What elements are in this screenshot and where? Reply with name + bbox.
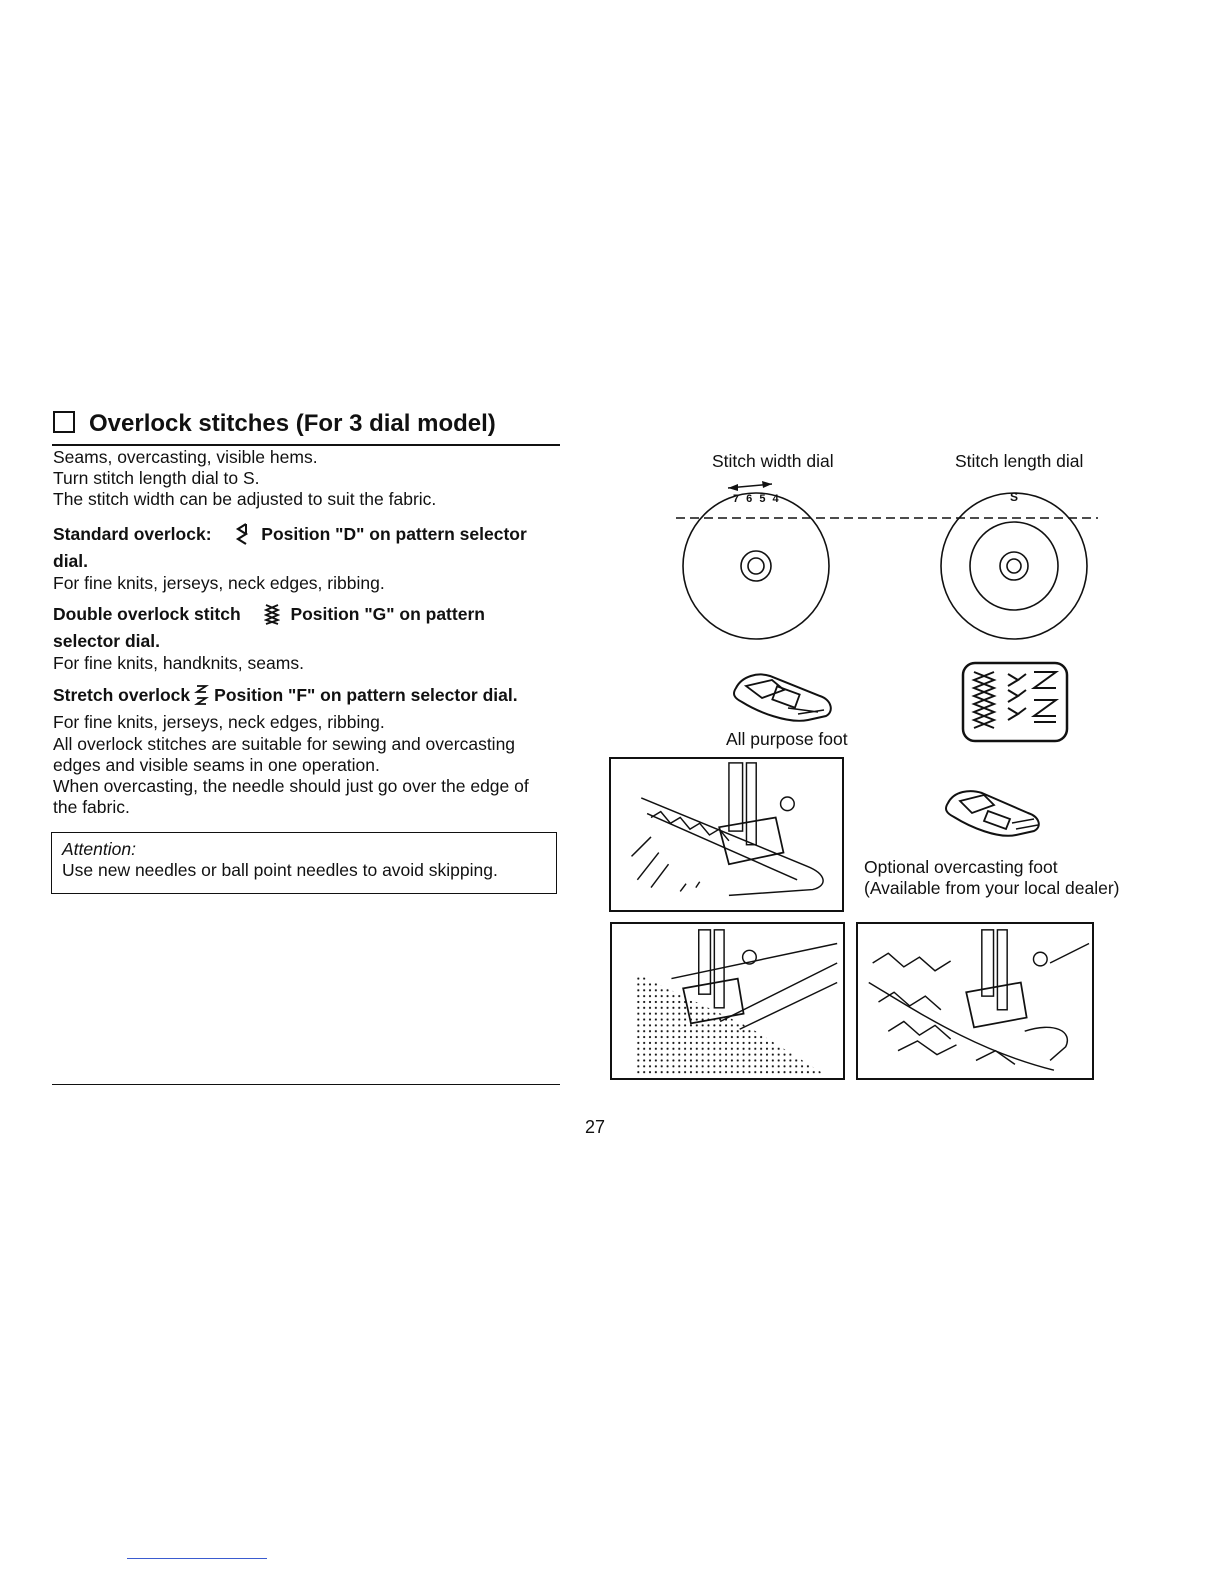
stretch-overlock-heading xyxy=(53,682,573,708)
overcasting-foot-icon xyxy=(940,785,1045,845)
title-rule xyxy=(52,444,560,446)
stretch-overlock-icon xyxy=(194,684,210,706)
intro-line: Turn stitch length dial to S. xyxy=(53,468,260,488)
optional-foot-label-line1: Optional overcasting foot xyxy=(864,857,1058,877)
double-overlock-icon xyxy=(264,603,280,625)
standard-overlock-position: Position "D" on pattern selector xyxy=(261,524,527,544)
notes xyxy=(53,734,573,818)
footer-link-underline xyxy=(127,1558,267,1559)
attention-label: Attention: xyxy=(62,839,136,859)
note-line: All overlock stitches are suitable for sewing and overcasting xyxy=(53,734,516,754)
length-dial-inner-circle xyxy=(970,522,1058,610)
length-dial-outer-circle xyxy=(941,493,1087,639)
width-dial-arrowhead-right xyxy=(762,481,772,488)
double-overlock-position: Position "G" on pattern xyxy=(290,604,485,624)
attention-box xyxy=(51,832,557,894)
optional-foot-label-line2: (Available from your local dealer) xyxy=(864,878,1120,898)
stitch-length-dial-label: Stitch length dial xyxy=(955,451,1084,471)
all-purpose-foot-label: All purpose foot xyxy=(726,729,848,749)
standard-overlock-use: For fine knits, jerseys, neck edges, ribbing. xyxy=(53,573,385,593)
double-overlock-position-cont: selector dial. xyxy=(53,631,160,651)
note-line: edges and visible seams in one operation. xyxy=(53,755,380,775)
length-dial-knob-inner xyxy=(1007,559,1021,573)
note-line: the fabric. xyxy=(53,797,130,817)
length-dial-mark: S xyxy=(1010,490,1019,504)
width-dial-knob-inner xyxy=(748,558,764,574)
stitch-width-dial-label: Stitch width dial xyxy=(712,451,834,471)
double-overlock-name: Double overlock stitch xyxy=(53,604,241,624)
all-purpose-foot-icon xyxy=(728,668,838,728)
overcasting-illustration-1 xyxy=(609,757,844,912)
width-dial-circle xyxy=(683,493,829,639)
standard-overlock-icon xyxy=(234,523,250,545)
stretch-overlock-position: Position "F" on pattern selector dial. xyxy=(214,685,518,705)
section-title-text: Overlock stitches (For 3 dial model) xyxy=(89,410,496,437)
stretch-overlock-name: Stretch overlock xyxy=(53,685,191,705)
stretch-overlock-use: For fine knits, jerseys, neck edges, ribbing. xyxy=(53,712,385,732)
width-dial-numbers: 7 6 5 4 xyxy=(733,493,781,505)
standard-overlock-position-cont: dial. xyxy=(53,551,89,571)
standard-overlock-heading xyxy=(53,521,573,547)
section-title xyxy=(53,410,496,438)
note-line: When overcasting, the needle should just go over the edge of xyxy=(53,776,529,796)
intro-line: Seams, overcasting, visible hems. xyxy=(53,447,318,467)
checkbox-square-icon xyxy=(53,411,75,433)
double-overlock-heading xyxy=(53,601,573,627)
width-dial-arrowhead-left xyxy=(728,484,738,491)
intro-text xyxy=(53,447,573,510)
bottom-rule xyxy=(52,1084,560,1085)
width-dial-knob-outer xyxy=(741,551,771,581)
overcasting-illustration-2 xyxy=(610,922,845,1080)
intro-line: The stitch width can be adjusted to suit the fabric. xyxy=(53,489,437,509)
double-overlock-use: For fine knits, handknits, seams. xyxy=(53,653,304,673)
length-dial-knob-outer xyxy=(1000,552,1028,580)
overcasting-illustration-3 xyxy=(856,922,1094,1080)
standard-overlock-name: Standard overlock: xyxy=(53,524,212,544)
pattern-selector-window xyxy=(960,660,1070,744)
page-number: 27 xyxy=(585,1117,606,1137)
attention-text: Use new needles or ball point needles to avoid skipping. xyxy=(62,860,498,880)
